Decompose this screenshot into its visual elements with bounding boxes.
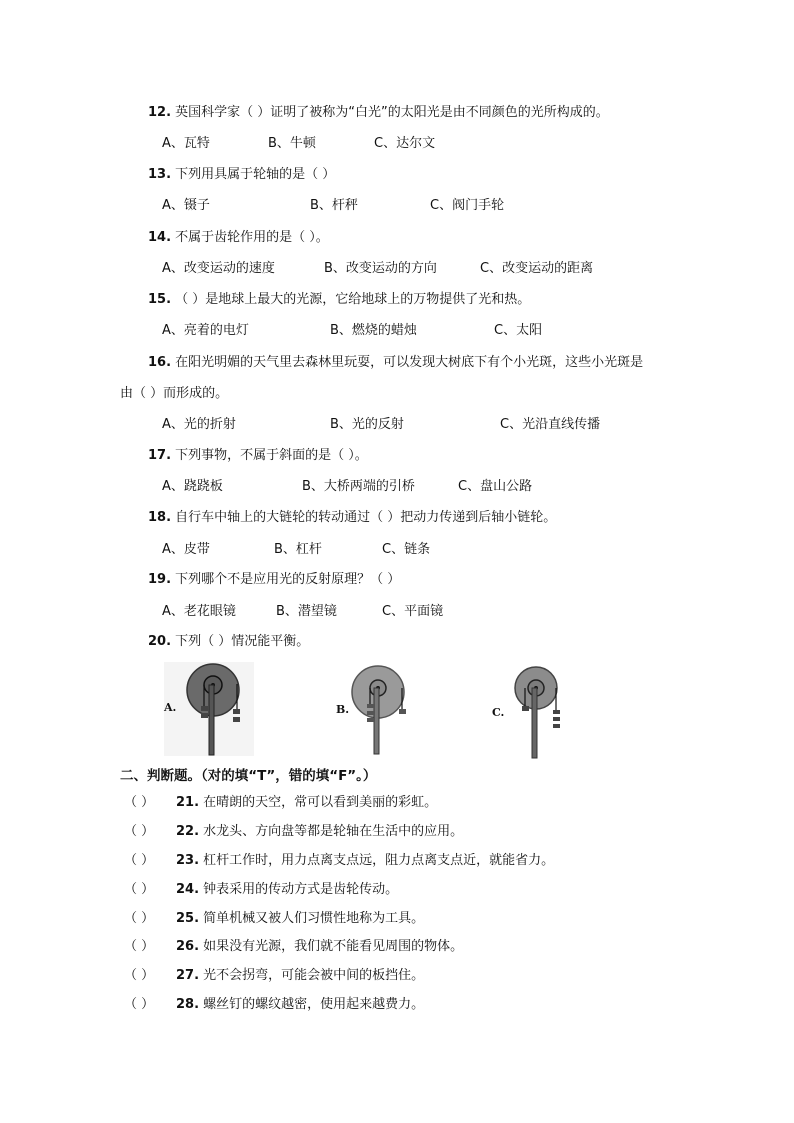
option-c: C、阀门手轮 xyxy=(430,198,505,213)
option-b: B、光的反射 xyxy=(330,417,404,432)
question-20 xyxy=(148,633,309,651)
question-16-continued: 由（ ）而形成的。 xyxy=(120,386,229,401)
question-number: 17. xyxy=(148,448,172,463)
question-16 xyxy=(148,354,643,372)
item-number: 24. xyxy=(176,882,200,897)
option-c: C、链条 xyxy=(382,542,431,557)
question-15 xyxy=(148,291,530,309)
answer-blank[interactable]: （ ） xyxy=(124,882,155,897)
item-number: 28. xyxy=(176,997,200,1012)
item-text: 螺丝钉的螺纹越密，使用起来越费力。 xyxy=(203,997,425,1012)
item-number: 22. xyxy=(176,824,200,839)
item-number: 21. xyxy=(176,795,200,810)
tf-item-23 xyxy=(124,852,554,870)
answer-blank[interactable]: （ ） xyxy=(124,968,155,983)
wheel-axle-diagram-icon xyxy=(488,666,588,760)
item-number: 26. xyxy=(176,939,200,954)
wheel-axle-figure-c xyxy=(488,666,588,760)
question-number: 16. xyxy=(148,355,172,370)
figure-label-c: C. xyxy=(492,706,505,719)
question-text: 下列哪个不是应用光的反射原理？（ ） xyxy=(175,572,401,587)
question-text: 下列（ ）情况能平衡。 xyxy=(175,634,310,649)
item-text: 杠杆工作时，用力点离支点远，阻力点离支点近，就能省力。 xyxy=(203,853,555,868)
option-b: B、牛顿 xyxy=(268,136,316,151)
option-b: B、大桥两端的引桥 xyxy=(302,479,415,494)
option-c: C、盘山公路 xyxy=(458,479,533,494)
option-a: A、瓦特 xyxy=(162,136,210,151)
option-a: A、亮着的电灯 xyxy=(162,323,249,338)
item-number: 23. xyxy=(176,853,200,868)
option-b: B、杠杆 xyxy=(274,542,322,557)
question-18 xyxy=(148,509,556,527)
tf-item-25 xyxy=(124,910,424,928)
question-text: 自行车中轴上的大链轮的转动通过（ ）把动力传递到后轴小链轮。 xyxy=(175,510,557,525)
wheel-axle-figure-b xyxy=(330,662,430,756)
option-a: A、老花眼镜 xyxy=(162,604,236,619)
option-a: A、改变运动的速度 xyxy=(162,261,275,276)
question-17 xyxy=(148,447,368,465)
option-a: A、镊子 xyxy=(162,198,210,213)
item-number: 27. xyxy=(176,968,200,983)
option-c: C、平面镜 xyxy=(382,604,444,619)
item-text: 在晴朗的天空，常可以看到美丽的彩虹。 xyxy=(203,795,438,810)
tf-item-22 xyxy=(124,823,463,841)
question-number: 14. xyxy=(148,230,172,245)
wheel-axle-figure-a xyxy=(158,662,258,756)
option-b: B、潜望镜 xyxy=(276,604,337,619)
option-b: B、杆秤 xyxy=(310,198,358,213)
answer-blank[interactable]: （ ） xyxy=(124,824,155,839)
figure-label-a: A. xyxy=(164,701,177,714)
option-a: A、光的折射 xyxy=(162,417,236,432)
option-c: C、太阳 xyxy=(494,323,543,338)
item-text: 水龙头、方向盘等都是轮轴在生活中的应用。 xyxy=(203,824,464,839)
question-19 xyxy=(148,571,400,589)
question-13 xyxy=(148,166,335,184)
question-number: 12. xyxy=(148,105,172,120)
question-text: （ ）是地球上最大的光源，它给地球上的万物提供了光和热。 xyxy=(175,292,531,307)
option-b: B、改变运动的方向 xyxy=(324,261,437,276)
item-text: 钟表采用的传动方式是齿轮传动。 xyxy=(203,882,399,897)
question-number: 19. xyxy=(148,572,172,587)
question-text: 不属于齿轮作用的是（ ）。 xyxy=(175,230,329,245)
question-text: 在阳光明媚的天气里去森林里玩耍，可以发现大树底下有个小光斑，这些小光斑是 xyxy=(175,355,644,370)
section-title-true-false: 二、判断题。（对的填“T”，错的填“F”。） xyxy=(120,768,377,784)
tf-item-26 xyxy=(124,938,463,956)
question-number: 15. xyxy=(148,292,172,307)
tf-item-27 xyxy=(124,967,424,985)
item-text: 简单机械又被人们习惯性地称为工具。 xyxy=(203,911,425,926)
item-text: 光不会拐弯，可能会被中间的板挡住。 xyxy=(203,968,425,983)
question-number: 13. xyxy=(148,167,172,182)
wheel-axle-diagram-icon xyxy=(330,662,430,756)
question-text: 下列用具属于轮轴的是（ ） xyxy=(175,167,336,182)
figure-label-b: B. xyxy=(336,703,350,716)
answer-blank[interactable]: （ ） xyxy=(124,997,155,1012)
question-number: 18. xyxy=(148,510,172,525)
option-b: B、燃烧的蜡烛 xyxy=(330,323,417,338)
wheel-axle-diagram-icon xyxy=(158,662,258,756)
tf-item-24 xyxy=(124,881,398,899)
answer-blank[interactable]: （ ） xyxy=(124,911,155,926)
option-a: A、皮带 xyxy=(162,542,210,557)
question-12 xyxy=(148,104,609,122)
option-a: A、跷跷板 xyxy=(162,479,223,494)
option-c: C、改变运动的距离 xyxy=(480,261,594,276)
answer-blank[interactable]: （ ） xyxy=(124,795,155,810)
question-text: 下列事物，不属于斜面的是（ ）。 xyxy=(175,448,368,463)
answer-blank[interactable]: （ ） xyxy=(124,939,155,954)
answer-blank[interactable]: （ ） xyxy=(124,853,155,868)
question-text: 英国科学家（ ）证明了被称为“白光”的太阳光是由不同颜色的光所构成的。 xyxy=(175,105,609,120)
tf-item-28 xyxy=(124,996,424,1014)
tf-item-21 xyxy=(124,794,437,812)
item-number: 25. xyxy=(176,911,200,926)
option-c: C、光沿直线传播 xyxy=(500,417,601,432)
question-number: 20. xyxy=(148,634,172,649)
item-text: 如果没有光源，我们就不能看见周围的物体。 xyxy=(203,939,464,954)
question-14 xyxy=(148,229,329,247)
option-c: C、达尔文 xyxy=(374,136,436,151)
